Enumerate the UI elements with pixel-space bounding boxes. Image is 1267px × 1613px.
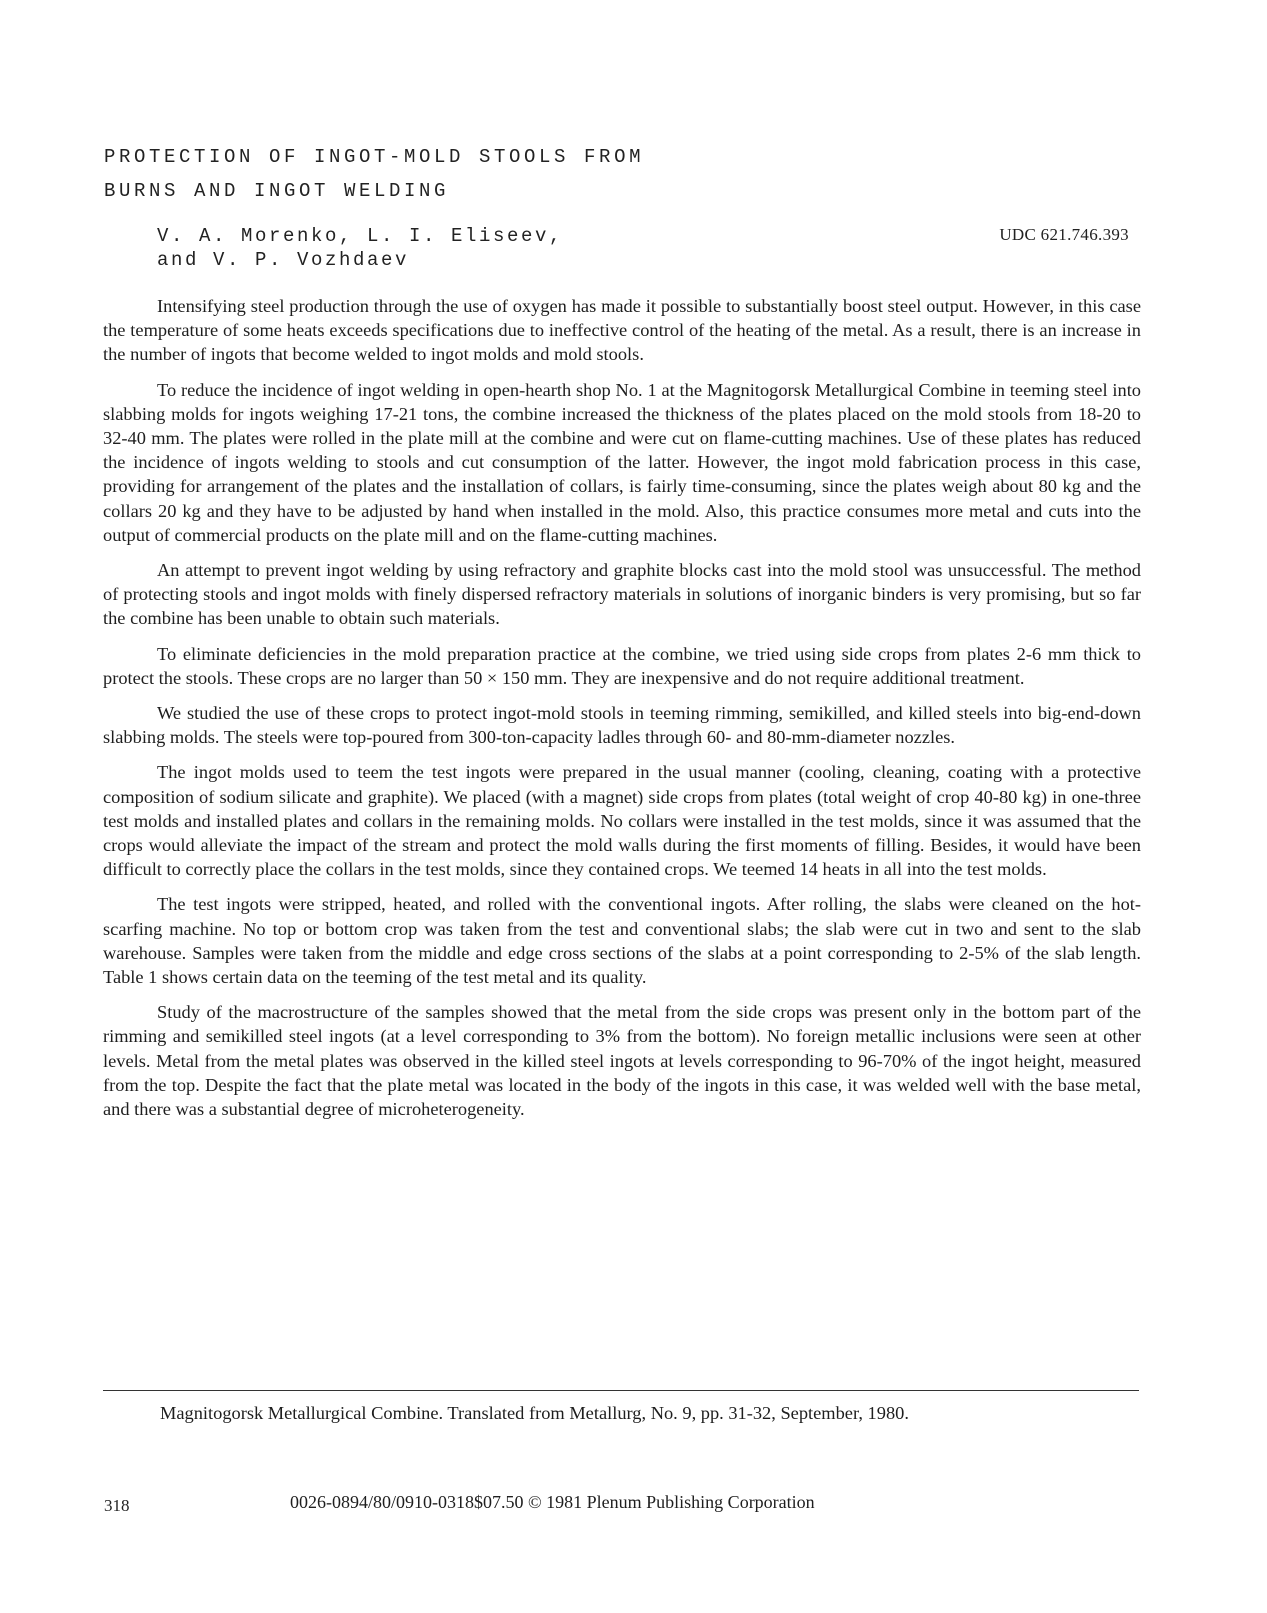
article-body [103,294,1141,1132]
body-paragraph-6: The ingot molds used to teem the test ingots were prepared in the usual manner (cooling, cleaning, coating with a protective composition of sodium silicate and graphite). We placed (with a magnet) side crops from plates (total weight of crop 40-80 kg) in one-three test molds and installed plates and collars in the remaining molds. No collars were installed in the test molds, since it was assumed that the crops would alleviate the impact of the stream and protect the mold walls during the first moments of filling. Besides, it would have been difficult to correctly place the collars in the test molds, since they contained crops. We teemed 14 heats in all into the test molds. [103,762,1141,880]
body-paragraph-2: To reduce the incidence of ingot welding in open-hearth shop No. 1 at the Magnitogorsk Metallurgical Combine in teeming steel into slabbing molds for ingots weighing 17-21 tons, the combine increased the thickness of the plates placed on the mold stools from 18-20 to 32-40 mm. The plates were rolled in the plate mill at the combine and were cut on flame-cutting machines. Use of these plates has reduced the incidence of ingots welding to stools and cut consumption of the latter. However, the ingot mold fabrication process in this case, providing for arrangement of the plates and the installation of collars, is fairly time-consuming, since the plates weigh about 80 kg and the collars 20 kg and they have to be adjusted by hand when installed in the mold. Also, this practice consumes more metal and cuts into the output of commercial products on the plate mill and on the flame-cutting machines. [103,379,1141,545]
body-paragraph-7: The test ingots were stripped, heated, and rolled with the conventional ingots. After rolling, the slabs were cleaned on the hot-scarfing machine. No top or bottom crop was taken from the test and conventional slabs; the slab were cut in two and sent to the slab warehouse. Samples were taken from the middle and edge cross sections of the slabs at a point corresponding to 2-5% of the slab length. Table 1 shows certain data on the teeming of the test metal and its quality. [103,894,1141,988]
footnote-divider [103,1390,1139,1391]
article-title-line-1: PROTECTION OF INGOT-MOLD STOOLS FROM [104,146,645,168]
body-paragraph-4: To eliminate deficiencies in the mold preparation practice at the combine, we tried using side crops from plates 2-6 mm thick to protect the stools. These crops are no larger than 50 × 150 mm. They are inexpensive and do not require additional treatment. [103,643,1141,688]
article-title [104,140,804,208]
page-number: 318 [104,1496,130,1515]
article-authors [157,224,757,272]
body-paragraph-1: Intensifying steel production through the use of oxygen has made it possible to substantially boost steel output. However, in this case the temperature of some heats exceeds specifications due to ineffective control of the heating of the metal. As a result, there is an increase in the number of ingots that become welded to ingot molds and mold stools. [103,296,1141,365]
udc-classification: UDC 621.746.393 [999,225,1129,244]
body-paragraph-3: An attempt to prevent ingot welding by using refractory and graphite blocks cast into the mold stool was unsuccessful. The method of protecting stools and ingot molds with finely dispersed refractory materials in solutions of inorganic binders is very promising, but so far the combine has been unable to obtain such materials. [103,560,1141,629]
authors-line-1: V. A. Morenko, L. I. Eliseev, [157,225,564,247]
authors-line-2: and V. P. Vozhdaev [157,249,410,271]
affiliation-footnote: Magnitogorsk Metallurgical Combine. Translated from Metallurg, No. 9, pp. 31-32, September, 1980. [160,1403,909,1423]
copyright-line: 0026-0894/80/0910-0318$07.50 © 1981 Plenum Publishing Corporation [290,1492,815,1512]
body-paragraph-5: We studied the use of these crops to protect ingot-mold stools in teeming rimming, semikilled, and killed steels into big-end-down slabbing molds. The steels were top-poured from 300-ton-capacity ladles through 60- and 80-mm-diameter nozzles. [103,703,1141,748]
article-title-line-2: BURNS AND INGOT WELDING [104,180,450,202]
body-paragraph-8: Study of the macrostructure of the samples showed that the metal from the side crops was present only in the bottom part of the rimming and semikilled steel ingots (at a level corresponding to 3% from the bottom). No foreign metallic inclusions were seen at other levels. Metal from the metal plates was observed in the killed steel ingots at levels corresponding to 96-70% of the ingot height, measured from the top. Despite the fact that the plate metal was located in the body of the ingots in this case, it was welded well with the base metal, and there was a substantial degree of microheterogeneity. [103,1002,1141,1120]
